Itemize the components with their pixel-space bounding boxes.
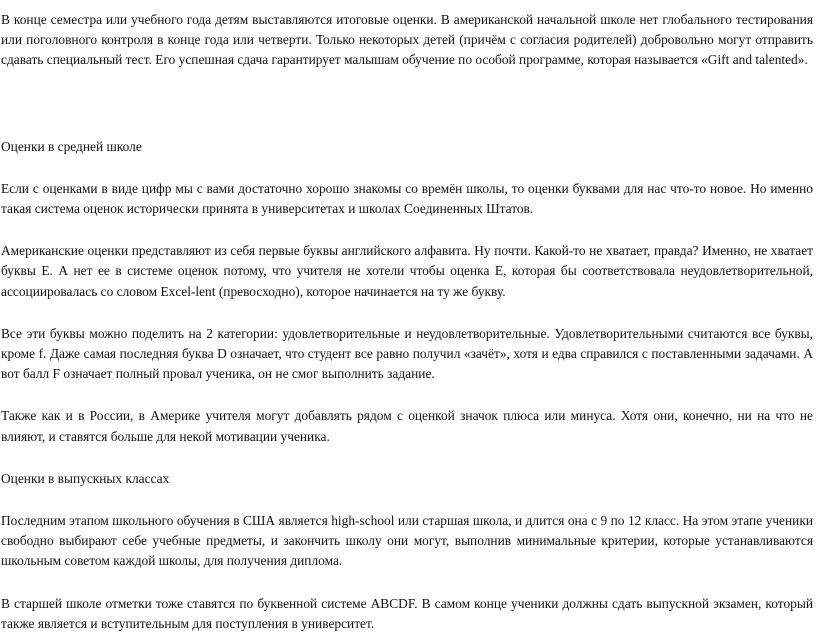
paragraph-plus-minus: Также как и в России, в Америке учителя могут добавлять рядом с оценкой значок плюса или минуса. Хотя они, конечно, ни на что не влияют, и ставятся больше для некой мотивации ученика. — [1, 408, 813, 444]
paragraph-letter-grades: Если с оценками в виде цифр мы с вами достаточно хорошо знакомы со времён школы, то оценки буквами для нас что-то новое. Но именно такая система оценок исторически принята в университетах и школах Соединенных Штатов. — [1, 180, 813, 217]
section-heading-middle-school: Оценки в средней школе — [1, 138, 142, 154]
paragraph-alphabet: Американские оценки представляют из себя первые буквы английского алфавита. Ну почти. Какой-то не хватает, правда? Именно, не хватает буквы E. А нет ее в системе оценок потому, что учителя не хотели чтобы оценка E, которая бы соответствовала неудовлетворительной, ассоциировалась со словом Excel-lent (превосходно), которое начинается на ту же букву. — [1, 243, 813, 299]
paragraph-high-school: Последним этапом школьного обучения в США является high-school или старшая школа, и длится она с 9 по 12 класс. На этом этапе ученики свободно выбирают себе учебные предметы, и закончить школу они могут, выполнив минимальные критерии, которые устанавливаются школьным советом каждой школы, для получения диплома. — [1, 513, 813, 569]
paragraph-categories: Все эти буквы можно поделить на 2 категории: удовлетворительные и неудовлетворительные. Удовлетворительными считаются все буквы, кроме f. Даже самая последняя буква D означает, что студент все равно получил «зачёт», хотя и едва справился с поставленными задачами. А вот балл F означает полный провал ученика, он не смог выполнить задание. — [1, 325, 813, 382]
paragraph-abcdf: В старшей школе отметки тоже ставятся по буквенной системе ABCDF. В самом конце ученики должны сдать выпускной экзамен, который также является и вступительным для поступления в университет. — [1, 595, 813, 631]
section-heading-graduating: Оценки в выпускных классах — [1, 470, 170, 486]
intro-paragraph: В конце семестра или учебного года детям выставляются итоговые оценки. В американской начальной школе нет глобального тестирования или поголовного контроля в конце года или четверти. Только некоторых детей (причём с согласия родителей) добровольно могут отправить сдавать специальный тест. Его успешная сдача гарантирует малышам обучение по особой программе, которая называется «Gift and talented». — [1, 12, 813, 68]
